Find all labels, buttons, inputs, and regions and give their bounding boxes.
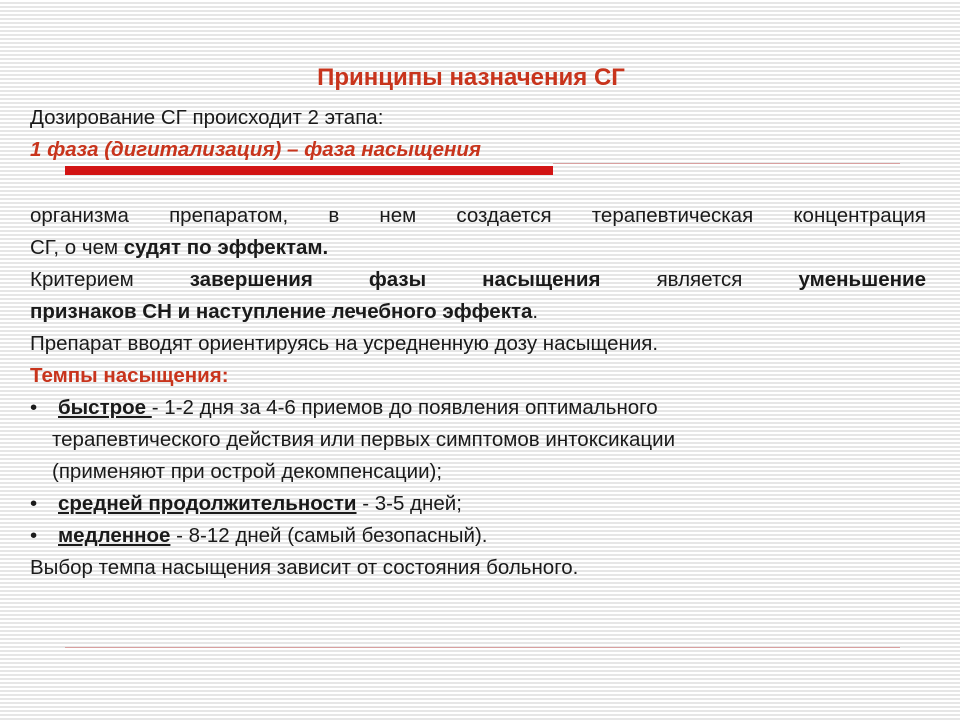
bullet-dot: •: [30, 492, 38, 515]
bullet-slow-term: медленное: [58, 524, 171, 547]
para2-line1: [30, 268, 926, 292]
para2-bold-line2: признаков СН и наступление лечебного эффекта: [30, 300, 533, 323]
para3-text: Препарат вводят ориентируясь на усредненную дозу насыщения.: [30, 332, 659, 355]
para2-bold-b: завершения фазы насыщения: [189, 268, 601, 291]
bullet-medium-text: - 3-5 дней;: [356, 492, 462, 515]
bullet-medium: [30, 492, 462, 516]
bullet-slow-text: - 8-12 дней (самый безопасный).: [170, 524, 488, 547]
bullet-medium-term: средней продолжительности: [58, 492, 357, 515]
phase-heading: 1 фаза (дигитализация) – фаза насыщения: [30, 138, 481, 161]
decorative-thin-line-bottom: [65, 647, 900, 648]
para2-text-a: Критерием: [30, 268, 190, 291]
intro-text: Дозирование СГ происходит 2 этапа:: [30, 106, 384, 129]
para1-line1: организма препаратом, в нем создается терапевтическая концентрация: [30, 204, 926, 227]
bullet-dot: •: [30, 396, 38, 419]
bullet-fast: [30, 396, 658, 420]
bullet-fast-cont2: (применяют при острой декомпенсации);: [52, 460, 443, 483]
slide-title: Принципы назначения СГ: [317, 64, 625, 91]
para2-period: .: [532, 300, 539, 323]
rates-heading: Темпы насыщения:: [30, 364, 229, 387]
bullet-fast-text: - 1-2 дня за 4-6 приемов до появления оптимального: [151, 396, 658, 419]
bullet-fast-term: быстрое: [58, 396, 152, 419]
para1-line2-text: СГ, о чем: [30, 236, 124, 259]
para2-bold-d: уменьшение: [798, 268, 926, 291]
para2-line2: [30, 300, 538, 324]
conclusion-text: Выбор темпа насыщения зависит от состояния больного.: [30, 556, 579, 579]
para1-line2: [30, 236, 328, 260]
bullet-dot: •: [30, 524, 38, 547]
para2-text-c: является: [600, 268, 799, 291]
decorative-red-bar: [65, 166, 553, 175]
bullet-fast-cont1: терапевтического действия или первых симптомов интоксикации: [52, 428, 676, 451]
decorative-thin-line-top: [553, 163, 900, 164]
para1-line2-bold: судят по эффектам.: [123, 236, 329, 259]
bullet-slow: [30, 524, 487, 548]
